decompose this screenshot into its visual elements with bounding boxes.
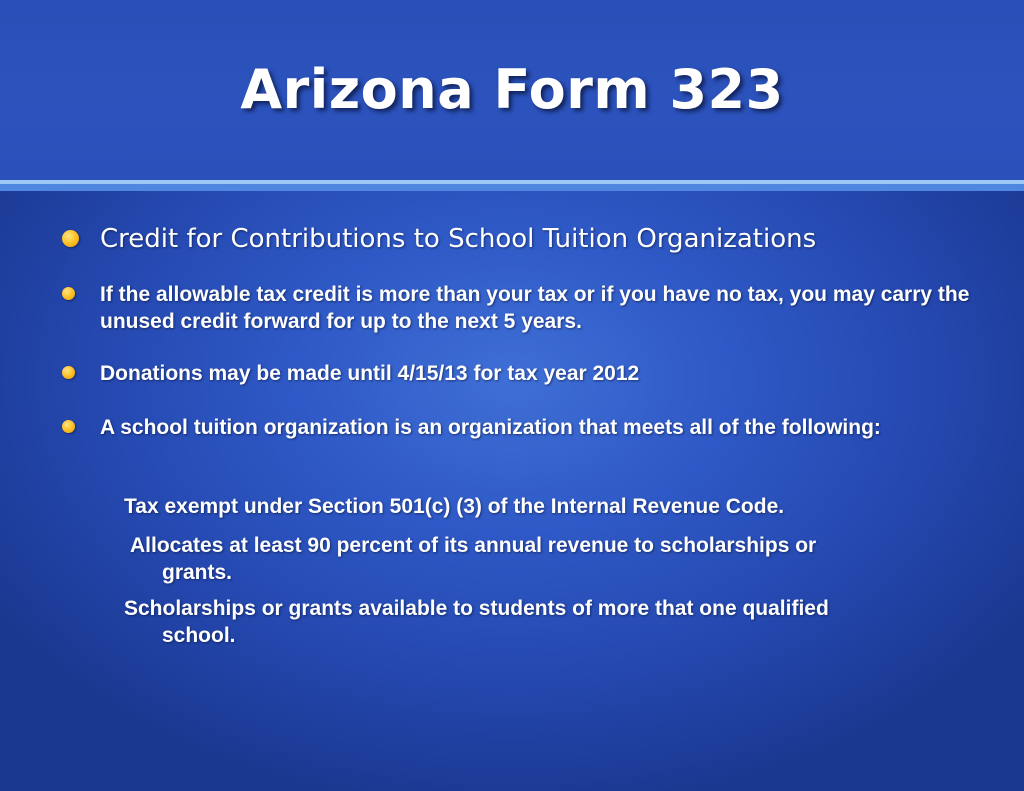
bullet-dot-icon xyxy=(62,366,75,379)
sub-item xyxy=(130,532,970,586)
bullet-text: A school tuition organization is an organization that meets all of the following: xyxy=(100,416,881,439)
bullet-text: Donations may be made until 4/15/13 for tax year 2012 xyxy=(100,362,640,385)
sub-item-continuation: grants. xyxy=(162,561,233,584)
bullet-dot-icon xyxy=(62,287,75,300)
slide-title: Arizona Form 323 xyxy=(240,58,784,121)
sub-item xyxy=(124,595,964,649)
sub-item-line: Tax exempt under Section 501(c) (3) of the Internal Revenue Code. xyxy=(124,495,785,518)
bullet-text: If the allowable tax credit is more than your tax or if you have no tax, you may carry the unused credit forward for up to the next 5 years. xyxy=(100,283,970,333)
sub-item xyxy=(124,493,964,520)
bullet-text: Credit for Contributions to School Tuition Organizations xyxy=(100,224,817,254)
sub-item-line: Scholarships or grants available to students of more that one qualified xyxy=(124,597,829,620)
sub-item-continuation: school. xyxy=(162,624,236,647)
sub-item-line: Allocates at least 90 percent of its annual revenue to scholarships or xyxy=(130,534,817,557)
bullet-dot-icon xyxy=(62,420,75,433)
bullet-dot-icon xyxy=(62,230,79,247)
title-divider xyxy=(0,184,1024,191)
